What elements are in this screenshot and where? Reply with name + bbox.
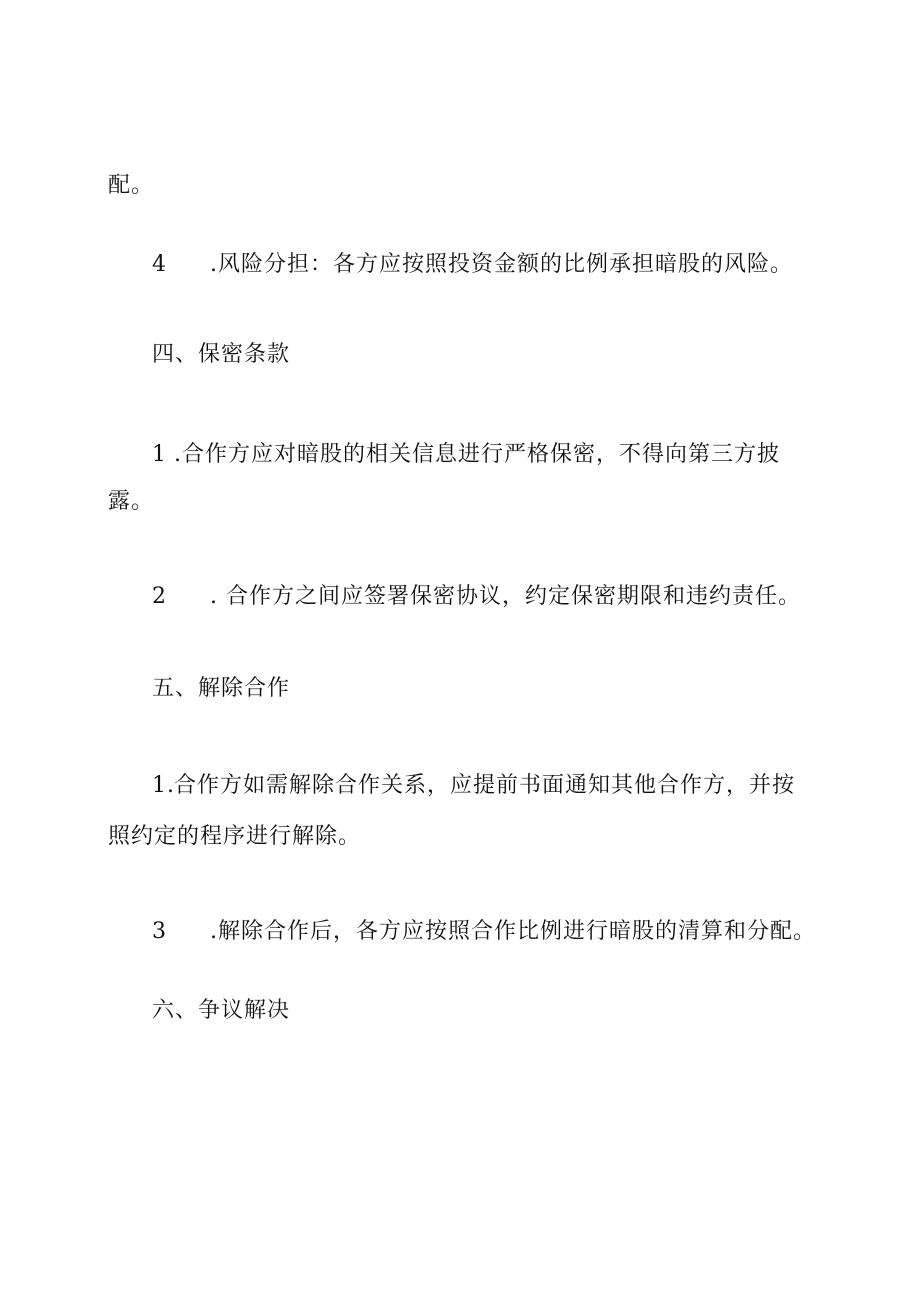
list-number: 4 <box>152 252 167 277</box>
line-text: 照约定的程序进行解除。 <box>108 824 362 849</box>
paragraph-continuation <box>108 488 154 516</box>
list-item-risk-sharing <box>152 251 793 279</box>
paragraph-continuation <box>108 823 361 851</box>
line-text: 合作方如需解除合作关系，应提前书面通知其他合作方，并按 <box>174 773 796 798</box>
list-item-confidential-info <box>152 441 780 469</box>
line-text: .风险分担：各方应按照投资金额的比例承担暗股的风险。 <box>210 252 793 277</box>
section-heading-termination <box>152 675 290 703</box>
list-number: 1 <box>152 442 167 467</box>
list-number: 1. <box>152 773 175 798</box>
section-heading-confidentiality <box>152 341 290 369</box>
list-item-termination-notice <box>152 772 795 800</box>
line-text: 配。 <box>108 173 155 198</box>
line-text: 露。 <box>108 489 155 514</box>
list-item-liquidation <box>152 918 816 946</box>
list-number: 2 <box>152 584 167 609</box>
line-text: .解除合作后，各方应按照合作比例进行暗股的清算和分配。 <box>210 919 816 944</box>
heading-text: 六、争议解决 <box>152 998 291 1023</box>
list-number: 3 <box>152 919 167 944</box>
list-item-confidentiality-agreement <box>152 583 801 611</box>
heading-text: 五、解除合作 <box>152 676 291 701</box>
paragraph-continuation <box>108 172 154 200</box>
line-text: .合作方应对暗股的相关信息进行严格保密，不得向第三方披 <box>174 442 780 467</box>
heading-text: 四、保密条款 <box>152 342 291 367</box>
line-text: . 合作方之间应签署保密协议，约定保密期限和违约责任。 <box>210 584 801 609</box>
section-heading-dispute-resolution <box>152 997 290 1025</box>
